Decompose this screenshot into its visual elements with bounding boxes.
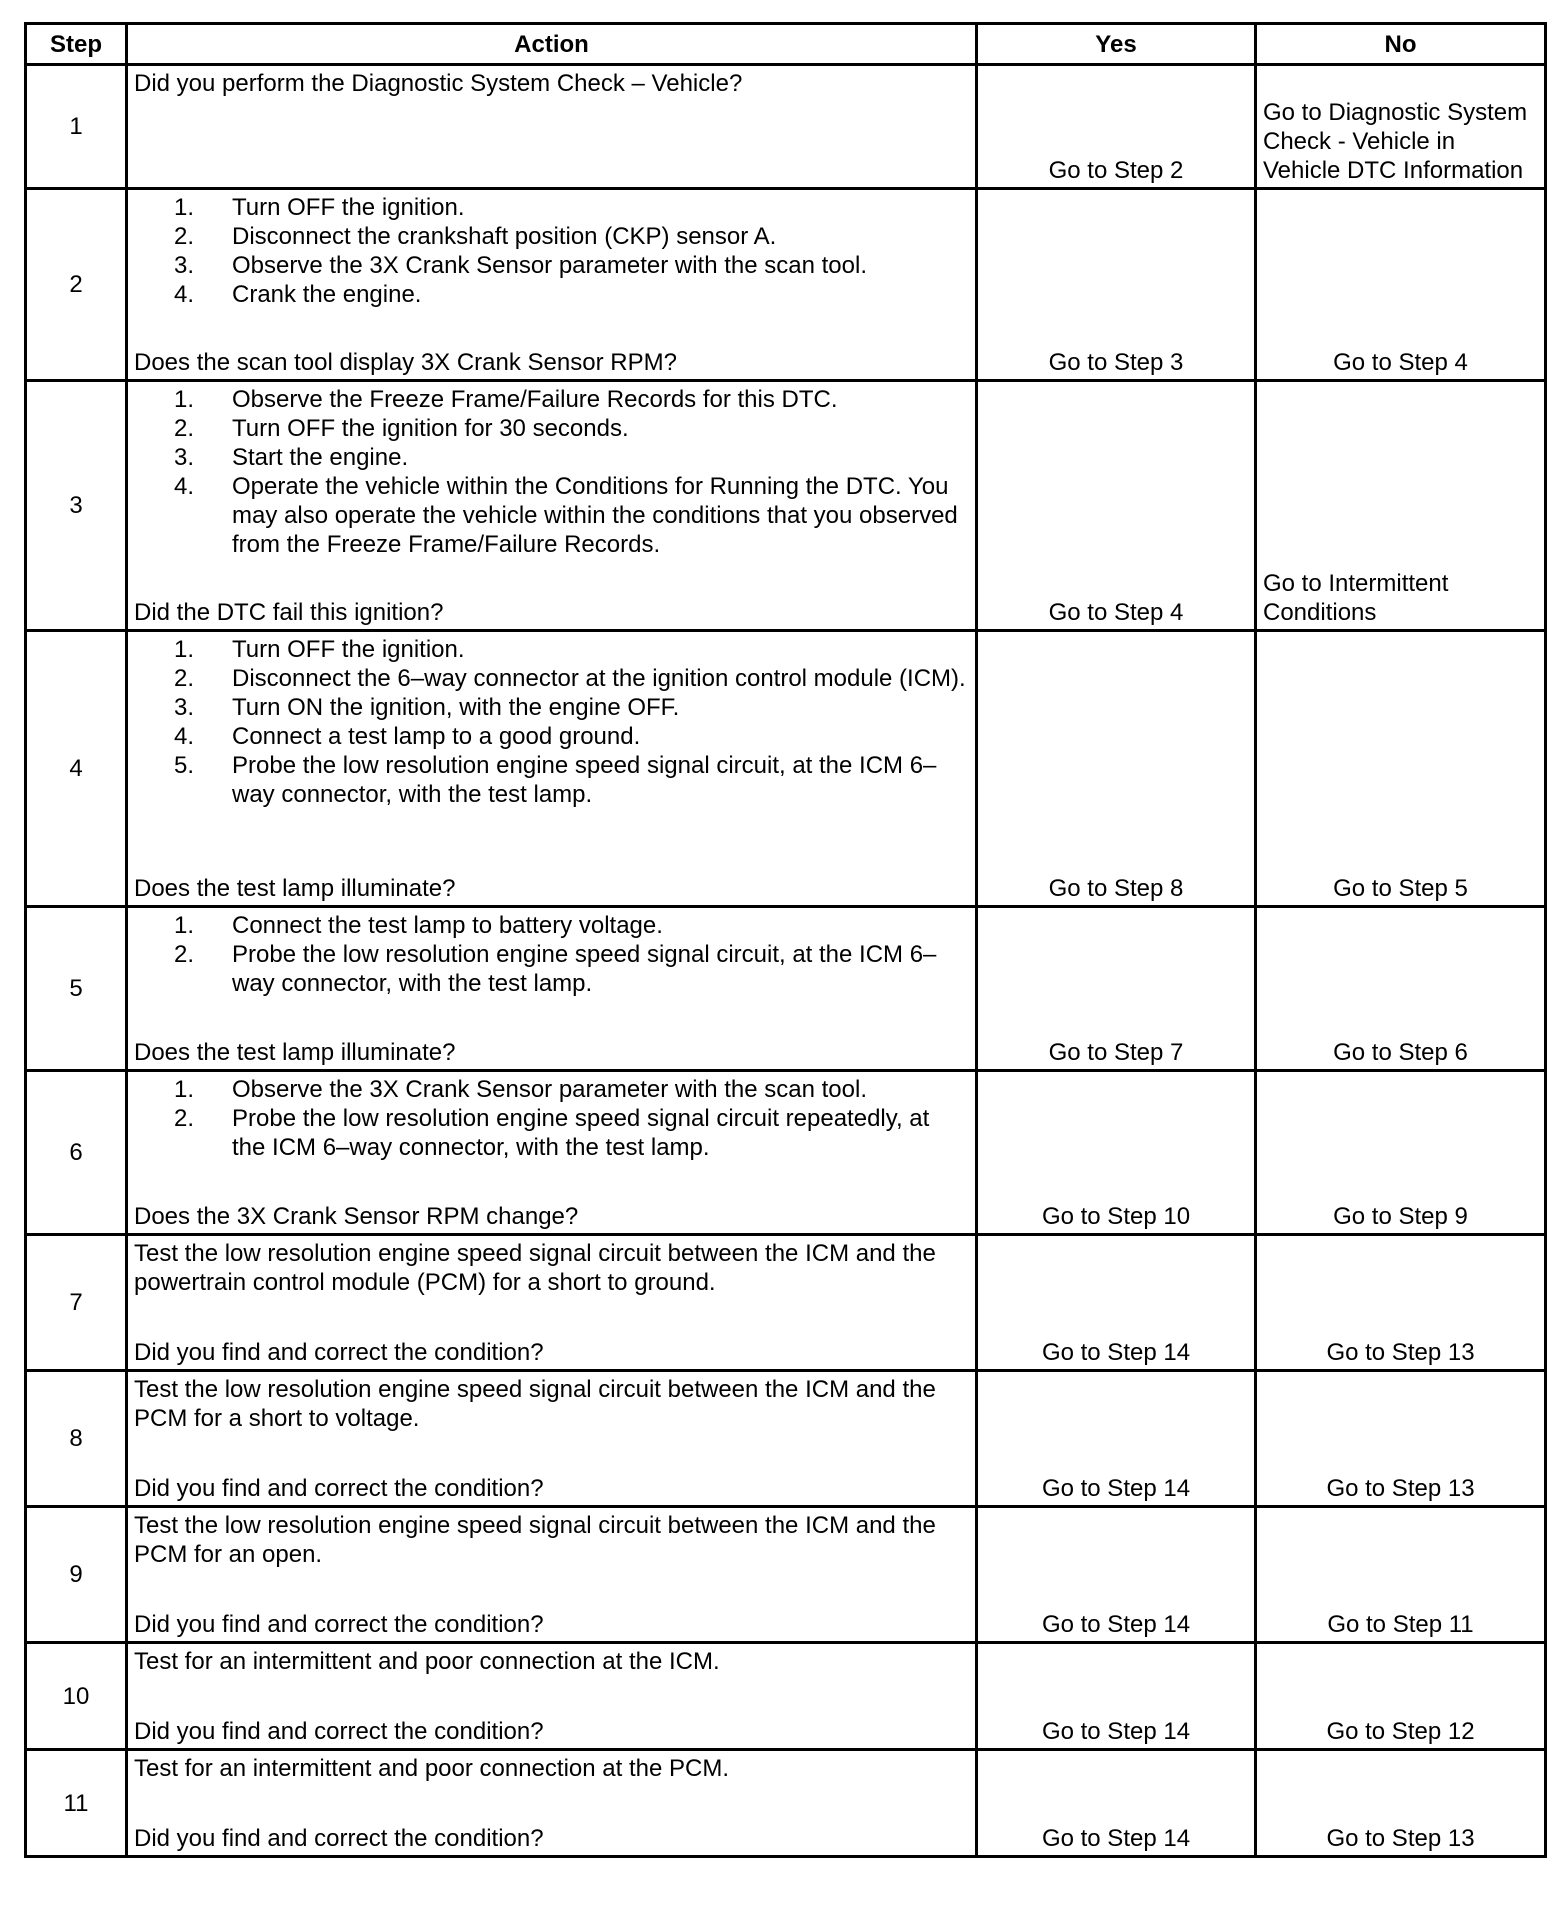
- no-cell: [1256, 1750, 1546, 1857]
- no-link[interactable]: Go to Step 6: [1333, 1039, 1468, 1066]
- no-cell: [1256, 381, 1546, 631]
- step-number: 1: [26, 65, 127, 189]
- instruction-number: 2.: [173, 941, 194, 968]
- header-action: Action: [127, 24, 977, 65]
- instruction-text: Observe the 3X Crank Sensor parameter with the scan tool.: [232, 252, 867, 279]
- no-cell: [1256, 65, 1546, 189]
- yes-cell: [977, 189, 1256, 381]
- question-text: Did you find and correct the condition?: [134, 1718, 544, 1745]
- no-link[interactable]: Go to Step 12: [1326, 1718, 1475, 1745]
- instruction-list: [134, 1075, 969, 1162]
- instruction-text: Turn OFF the ignition.: [232, 194, 465, 221]
- instruction-text: Disconnect the crankshaft position (CKP) sensor A.: [232, 223, 777, 250]
- no-cell: [1256, 1371, 1546, 1507]
- yes-cell: [977, 1643, 1256, 1750]
- instruction-number: 1.: [173, 912, 194, 939]
- no-cell: [1256, 1071, 1546, 1235]
- instruction-text: Probe the low resolution engine speed signal circuit, at the ICM 6– way connector, with the test lamp.: [232, 752, 937, 808]
- instruction-item: [134, 635, 969, 664]
- no-link[interactable]: Go to Step 5: [1333, 875, 1468, 902]
- yes-link[interactable]: Go to Step 8: [1048, 875, 1184, 902]
- step-number: 11: [26, 1750, 127, 1857]
- instruction-item: [134, 664, 969, 693]
- no-cell: [1256, 1235, 1546, 1371]
- yes-cell: [977, 381, 1256, 631]
- question-text: Does the 3X Crank Sensor RPM change?: [134, 1203, 579, 1230]
- table-body: [26, 65, 1546, 1857]
- action-text: Test the low resolution engine speed signal circuit between the ICM and the powertrain control module (PCM) for a short to ground.: [134, 1240, 936, 1296]
- yes-link[interactable]: Go to Step 10: [1041, 1203, 1191, 1230]
- instruction-item: [134, 251, 969, 280]
- instruction-list: [134, 635, 969, 809]
- header-row: [26, 24, 1546, 65]
- yes-cell: [977, 907, 1256, 1071]
- instruction-text: Observe the 3X Crank Sensor parameter with the scan tool.: [232, 1076, 867, 1103]
- question-text: Did you find and correct the condition?: [134, 1611, 544, 1638]
- instruction-number: 5.: [173, 752, 194, 779]
- instruction-item: [134, 193, 969, 222]
- action-cell: [127, 1071, 977, 1235]
- instruction-text: Crank the engine.: [232, 281, 422, 308]
- instruction-number: 3.: [173, 694, 194, 721]
- action-cell: [127, 1643, 977, 1750]
- instruction-text: Probe the low resolution engine speed signal circuit, at the ICM 6– way connector, with the test lamp.: [232, 941, 937, 997]
- question-text: Does the test lamp illuminate?: [134, 875, 456, 902]
- table-row: [26, 381, 1546, 631]
- instruction-item: [134, 911, 969, 940]
- step-number: 2: [26, 189, 127, 381]
- instruction-item: [134, 1075, 969, 1104]
- instruction-number: 3.: [173, 444, 194, 471]
- instruction-number: 2.: [173, 415, 194, 442]
- no-link[interactable]: Go to Step 13: [1326, 1339, 1475, 1366]
- table-row: [26, 1507, 1546, 1643]
- diagnostic-table: [24, 22, 1547, 1858]
- instruction-number: 2.: [173, 223, 194, 250]
- table-row: [26, 65, 1546, 189]
- action-cell: [127, 907, 977, 1071]
- instruction-text: Observe the Freeze Frame/Failure Records for this DTC.: [232, 386, 838, 413]
- instruction-text: Turn OFF the ignition for 30 seconds.: [232, 415, 629, 442]
- step-number: 8: [26, 1371, 127, 1507]
- instruction-text: Start the engine.: [232, 444, 409, 471]
- step-number: 3: [26, 381, 127, 631]
- step-number: 6: [26, 1071, 127, 1235]
- action-cell: [127, 381, 977, 631]
- instruction-text: Connect the test lamp to battery voltage.: [232, 912, 663, 939]
- action-text: Test the low resolution engine speed signal circuit between the ICM and the PCM for an open.: [134, 1512, 936, 1568]
- step-number: 4: [26, 631, 127, 907]
- header-yes: Yes: [977, 24, 1256, 65]
- action-cell: [127, 1371, 977, 1507]
- action-cell: [127, 189, 977, 381]
- instruction-list: [134, 193, 969, 309]
- instruction-text: Probe the low resolution engine speed signal circuit repeatedly, at the ICM 6–way connector, with the test lamp.: [232, 1105, 930, 1161]
- no-link[interactable]: Go to Step 4: [1333, 349, 1468, 376]
- no-cell: [1256, 1507, 1546, 1643]
- table-row: [26, 1643, 1546, 1750]
- table-row: [26, 1235, 1546, 1371]
- no-cell: [1256, 631, 1546, 907]
- action-cell: [127, 1235, 977, 1371]
- instruction-item: [134, 472, 969, 559]
- no-cell: [1256, 907, 1546, 1071]
- no-link[interactable]: Go to Step 11: [1327, 1611, 1474, 1638]
- instruction-number: 4.: [173, 473, 194, 500]
- instruction-text: Connect a test lamp to a good ground.: [232, 723, 641, 750]
- yes-link[interactable]: Go to Step 7: [1048, 1039, 1184, 1066]
- instruction-number: 1.: [173, 636, 194, 663]
- step-number: 5: [26, 907, 127, 1071]
- table-row: [26, 631, 1546, 907]
- yes-cell: [977, 1071, 1256, 1235]
- instruction-number: 2.: [173, 665, 194, 692]
- yes-link[interactable]: Go to Step 14: [1041, 1475, 1191, 1502]
- yes-cell: [977, 1507, 1256, 1643]
- action-cell: [127, 65, 977, 189]
- yes-cell: [977, 631, 1256, 907]
- no-link[interactable]: Go to Step 13: [1326, 1825, 1475, 1852]
- instruction-number: 4.: [173, 281, 194, 308]
- question-text: Does the test lamp illuminate?: [134, 1039, 456, 1066]
- instruction-item: [134, 414, 969, 443]
- action-text: Test for an intermittent and poor connection at the ICM.: [134, 1648, 720, 1675]
- step-number: 10: [26, 1643, 127, 1750]
- no-link[interactable]: Go to Step 13: [1326, 1475, 1475, 1502]
- action-cell: [127, 631, 977, 907]
- yes-link[interactable]: Go to Step 3: [1048, 349, 1184, 376]
- instruction-number: 1.: [173, 1076, 194, 1103]
- no-link[interactable]: Go to Step 9: [1333, 1203, 1468, 1230]
- action-cell: [127, 1750, 977, 1857]
- instruction-item: [134, 280, 969, 309]
- instruction-text: Turn OFF the ignition.: [232, 636, 465, 663]
- instruction-number: 1.: [173, 194, 194, 221]
- yes-cell: [977, 65, 1256, 189]
- yes-link[interactable]: Go to Step 4: [1048, 599, 1184, 626]
- question-text: Did you find and correct the condition?: [134, 1475, 544, 1502]
- table-row: [26, 1750, 1546, 1857]
- instruction-list: [134, 911, 969, 998]
- action-text: Test the low resolution engine speed signal circuit between the ICM and the PCM for a short to voltage.: [134, 1376, 936, 1432]
- no-link[interactable]: Go to Diagnostic System Check - Vehicle in Vehicle DTC Information: [1263, 99, 1528, 184]
- yes-link[interactable]: Go to Step 2: [1048, 157, 1184, 184]
- instruction-item: [134, 751, 969, 809]
- instruction-item: [134, 443, 969, 472]
- yes-cell: [977, 1750, 1256, 1857]
- action-cell: [127, 1507, 977, 1643]
- table-row: [26, 907, 1546, 1071]
- instruction-number: 2.: [173, 1105, 194, 1132]
- instruction-item: [134, 385, 969, 414]
- table-row: [26, 1071, 1546, 1235]
- yes-cell: [977, 1235, 1256, 1371]
- instruction-item: [134, 693, 969, 722]
- action-text: Test for an intermittent and poor connection at the PCM.: [134, 1755, 729, 1782]
- question-text: Did you find and correct the condition?: [134, 1825, 544, 1852]
- table-row: [26, 189, 1546, 381]
- instruction-number: 4.: [173, 723, 194, 750]
- yes-link[interactable]: Go to Step 14: [1041, 1825, 1191, 1852]
- instruction-text: Turn ON the ignition, with the engine OFF.: [232, 694, 680, 721]
- instruction-item: [134, 722, 969, 751]
- instruction-list: [134, 385, 969, 559]
- instruction-number: 3.: [173, 252, 194, 279]
- header-step: Step: [26, 24, 127, 65]
- table-row: [26, 1371, 1546, 1507]
- no-cell: [1256, 1643, 1546, 1750]
- no-link[interactable]: Go to Intermittent Conditions: [1263, 570, 1449, 626]
- instruction-text: Disconnect the 6–way connector at the ignition control module (ICM).: [232, 665, 966, 692]
- no-cell: [1256, 189, 1546, 381]
- yes-link[interactable]: Go to Step 14: [1041, 1339, 1191, 1366]
- yes-link[interactable]: Go to Step 14: [1041, 1718, 1191, 1745]
- instruction-item: [134, 940, 969, 998]
- step-number: 9: [26, 1507, 127, 1643]
- question-text: Did the DTC fail this ignition?: [134, 599, 444, 626]
- instruction-text: Operate the vehicle within the Conditions for Running the DTC. You may also operate the vehicle within the conditions that you observed from the Freeze Frame/Failure Records.: [232, 473, 958, 558]
- instruction-item: [134, 222, 969, 251]
- yes-cell: [977, 1371, 1256, 1507]
- question-text: Does the scan tool display 3X Crank Sensor RPM?: [134, 349, 677, 376]
- question-text: Did you find and correct the condition?: [134, 1339, 544, 1366]
- action-text: Did you perform the Diagnostic System Check – Vehicle?: [134, 70, 743, 97]
- yes-link[interactable]: Go to Step 14: [1041, 1611, 1191, 1638]
- instruction-number: 1.: [173, 386, 194, 413]
- step-number: 7: [26, 1235, 127, 1371]
- header-no: No: [1256, 24, 1546, 65]
- instruction-item: [134, 1104, 969, 1162]
